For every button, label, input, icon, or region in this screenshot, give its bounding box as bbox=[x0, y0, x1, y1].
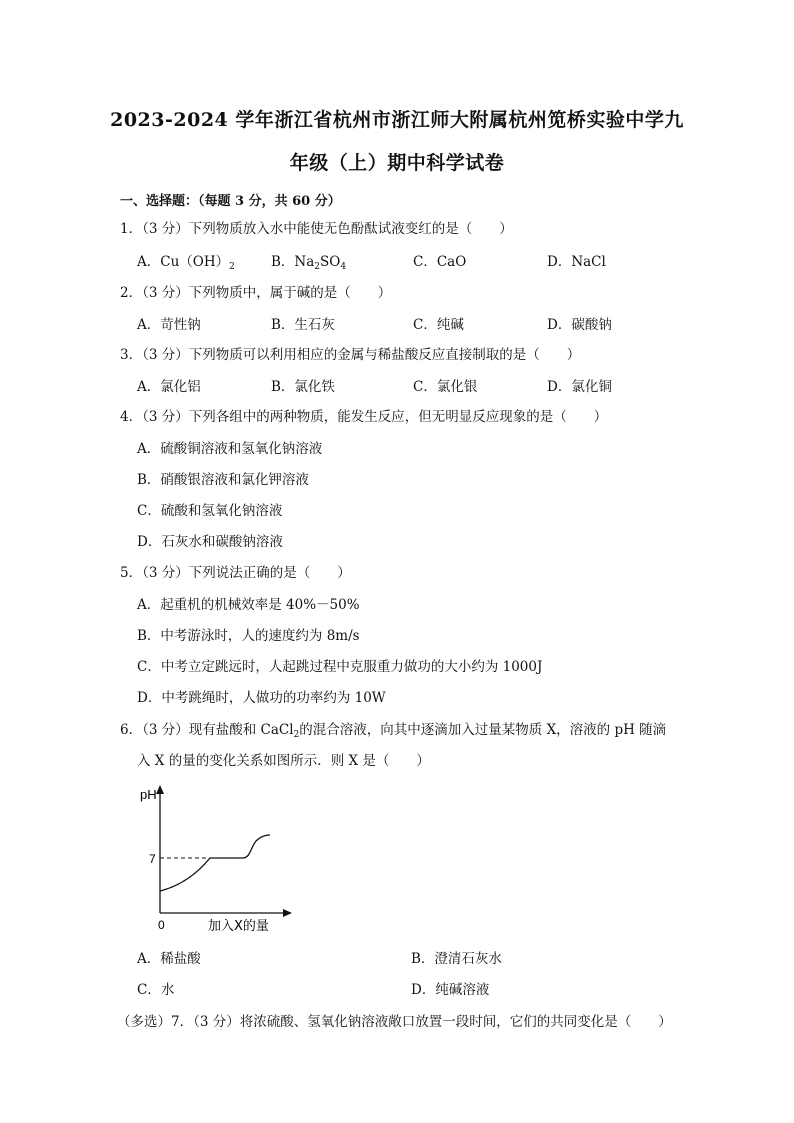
q3-option-a: A．氯化铝 bbox=[137, 379, 201, 395]
q1-option-a: A．$Cu(OH)_2$ bbox=[137, 254, 235, 272]
q2-option-d: D．碳酸钠 bbox=[547, 317, 612, 333]
q6-option-a: A．稀盐酸 bbox=[137, 951, 201, 967]
q5-option-d: D．中考跳绳时，人做功的功率约为 10W bbox=[137, 690, 386, 706]
exam-title-line1: 2023-2024 学年浙江省杭州市浙江师大附属杭州笕桥实验中学九 bbox=[110, 109, 684, 131]
origin-label: 0 bbox=[158, 918, 165, 932]
q2-option-a: A．苛性钠 bbox=[137, 317, 201, 333]
y-axis-label: pH bbox=[140, 787, 157, 802]
q5-option-c: C．中考立定跳远时，人起跳过程中克服重力做功的大小约为 1000J bbox=[137, 659, 543, 675]
y-axis-arrow bbox=[156, 785, 164, 794]
q6-option-d: D．纯碱溶液 bbox=[411, 982, 490, 998]
question-6-stem-line2: 入 X 的量的变化关系如图所示．则 X 是（ ） bbox=[137, 753, 430, 769]
q5-option-b: B．中考游泳时，人的速度约为 8m/s bbox=[137, 628, 360, 644]
q1-option-b: B．$Na_2SO_4$ bbox=[271, 254, 347, 272]
question-1-stem: 1．（3 分）下列物质放入水中能使无色酚酞试液变红的是（ ） bbox=[120, 221, 513, 237]
q6-option-c: C．水 bbox=[137, 982, 175, 998]
question-6-stem-line1: 6．（3 分）现有盐酸和 CaCl$_2$的混合溶液，向其中逐滴加入过量某物质 X，溶液的 pH 随滴 bbox=[120, 722, 667, 740]
q4-option-c: C．硫酸和氢氧化钠溶液 bbox=[137, 503, 283, 519]
question-5-stem: 5．（3 分）下列说法正确的是（ ） bbox=[120, 565, 351, 581]
question-3-stem: 3．（3 分）下列物质可以利用相应的金属与稀盐酸反应直接制取的是（ ） bbox=[120, 347, 581, 363]
q2-option-c: C．纯碱 bbox=[413, 317, 464, 333]
y-tick-7: 7 bbox=[149, 852, 156, 866]
exam-title-line2: 年级（上）期中科学试卷 bbox=[289, 152, 505, 174]
q3-option-b: B．氯化铁 bbox=[271, 379, 335, 395]
q4-option-b: B．硝酸银溶液和氯化钾溶液 bbox=[137, 472, 309, 488]
question-4-stem: 4．（3 分）下列各组中的两种物质，能发生反应，但无明显反应现象的是（ ） bbox=[120, 409, 608, 425]
q1-option-d: D．NaCl bbox=[547, 254, 606, 270]
ph-graph bbox=[130, 783, 300, 933]
section-heading: 一、选择题：（每题 3 分，共 60 分） bbox=[120, 194, 341, 209]
x-axis-label: 加入X的量 bbox=[208, 919, 269, 933]
q2-option-b: B．生石灰 bbox=[271, 317, 335, 333]
question-2-stem: 2．（3 分）下列物质中，属于碱的是（ ） bbox=[120, 285, 392, 301]
ph-curve bbox=[160, 835, 270, 891]
q4-option-a: A．硫酸铜溶液和氢氧化钠溶液 bbox=[137, 441, 323, 457]
x-axis-arrow bbox=[283, 909, 292, 917]
q1-option-c: C．CaO bbox=[413, 254, 467, 270]
q5-option-a: A．起重机的机械效率是 40%－50% bbox=[137, 597, 360, 613]
question-7-stem: （多选）7．（3 分）将浓硫酸、氢氧化钠溶液敞口放置一段时间，它们的共同变化是（ ） bbox=[117, 1014, 672, 1030]
q4-option-d: D．石灰水和碳酸钠溶液 bbox=[137, 534, 283, 550]
q6-option-b: B．澄清石灰水 bbox=[411, 951, 502, 967]
q3-option-c: C．氯化银 bbox=[413, 379, 478, 395]
q3-option-d: D．氯化铜 bbox=[547, 379, 612, 395]
